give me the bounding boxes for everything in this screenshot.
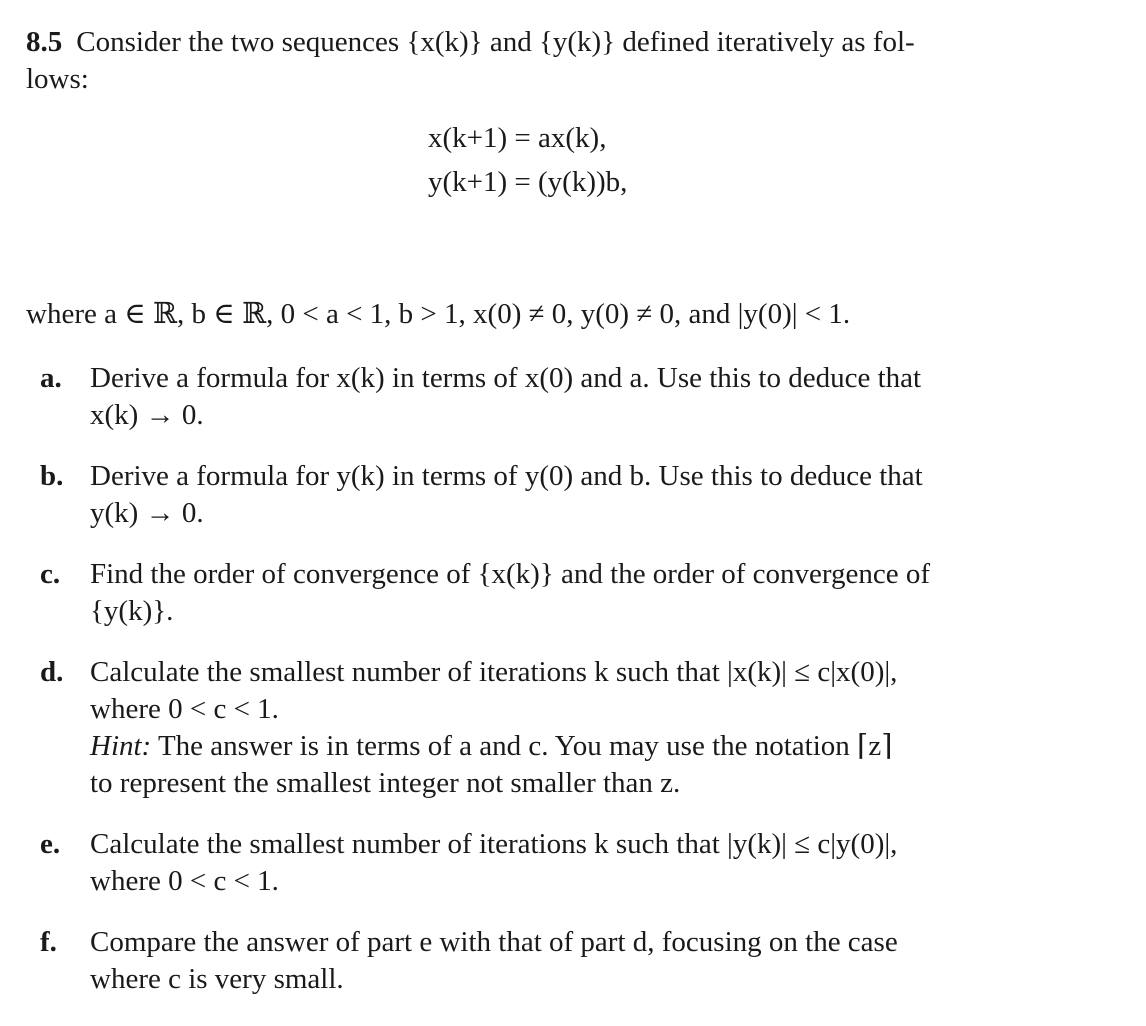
part-text: x(k) → 0. [90,399,204,431]
part-a [40,360,1070,434]
part-text: Derive a formula for y(k) in terms of y(0) and b. Use this to deduce that [90,460,923,492]
part-text: Compare the answer of part e with that of part d, focusing on the case [90,926,898,958]
hint-line [90,728,1070,765]
part-text: where 0 < c < 1. [90,865,279,897]
iteration-equations [428,120,627,208]
part-label: f. [40,926,57,958]
equation-y: y(k+1) = (y(k))b, [428,166,628,198]
part-e [40,826,1070,900]
part-text: Derive a formula for x(k) in terms of x(0) and a. Use this to deduce that [90,362,922,394]
part-label: b. [40,460,64,492]
part-f [40,924,1070,998]
part-label: c. [40,558,61,590]
part-text: Calculate the smallest number of iterations k such that |y(k)| ≤ c|y(0)|, [90,828,898,860]
part-text: {y(k)}. [90,595,174,627]
problem-intro [26,24,1066,98]
hint-text: to represent the smallest integer not smaller than z. [90,767,681,799]
part-text: where 0 < c < 1. [90,693,279,725]
part-label: d. [40,656,64,688]
part-b [40,458,1070,532]
part-text: y(k) → 0. [90,497,204,529]
exercise [26,24,1066,995]
part-c [40,556,1070,630]
part-d [40,654,1070,802]
hint-label: Hint: [90,730,152,762]
part-label: e. [40,828,61,860]
part-label: a. [40,362,62,394]
hint-text: The answer is in terms of a and c. You may use the notation ⌈z⌉ [157,730,893,762]
part-text: Find the order of convergence of {x(k)} and the order of convergence of [90,558,931,590]
part-text: Calculate the smallest number of iterations k such that |x(k)| ≤ c|x(0)|, [90,656,898,688]
problem-number: 8.5 [26,26,63,58]
part-text: where c is very small. [90,963,344,995]
intro-line-1: Consider the two sequences {x(k)} and {y(k)} defined iteratively as fol- [76,26,915,58]
conditions-line: where a ∈ ℝ, b ∈ ℝ, 0 < a < 1, b > 1, x(0) ≠ 0, y(0) ≠ 0, and |y(0)| < 1. [26,298,851,330]
intro-line-2: lows: [26,63,89,95]
equation-x: x(k+1) = ax(k), [428,122,607,154]
parts-list [40,360,1070,1022]
